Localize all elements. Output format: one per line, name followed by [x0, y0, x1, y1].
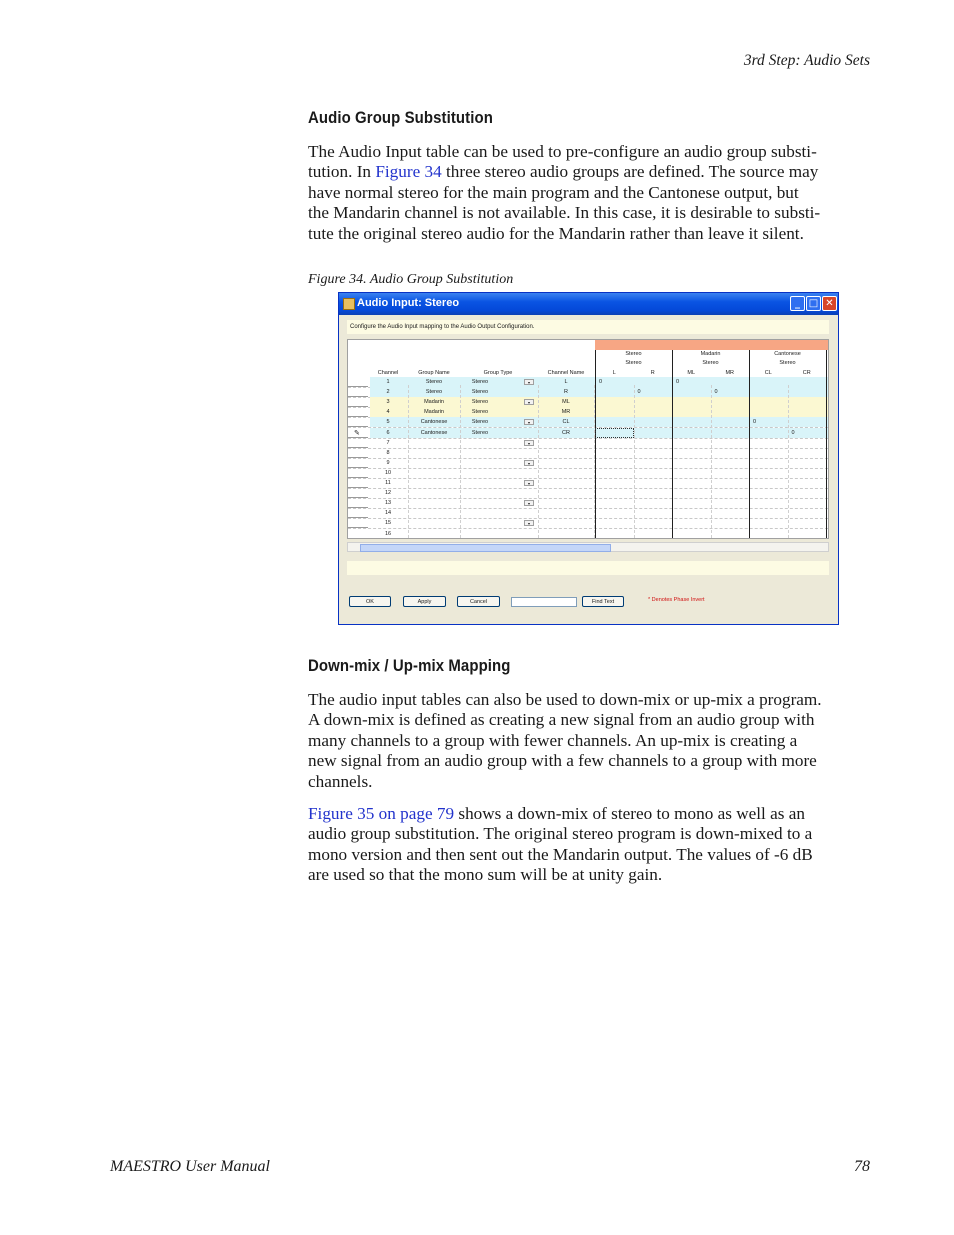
table-cell: CL: [562, 419, 570, 426]
table-cell: 16: [384, 530, 392, 537]
output-channel-header: CL: [764, 370, 772, 376]
table-row[interactable]: [370, 498, 828, 508]
table-cell: Stereo: [425, 379, 443, 385]
maximize-icon[interactable]: □: [806, 296, 821, 311]
running-header: 3rd Step: Audio Sets: [743, 52, 870, 69]
table-cell: 13: [384, 500, 392, 507]
column-divider: [460, 385, 461, 538]
text-run: The audio input tables can also be used to down-mix or up-mix a program.: [308, 690, 822, 709]
table-cell: Cantonese: [420, 419, 448, 426]
text-line: [308, 183, 870, 203]
text-run: are used so that the mono sum will be at unity gain.: [308, 865, 663, 885]
row-selector[interactable]: [348, 508, 368, 518]
text-line: [308, 224, 870, 244]
instruction-text: Configure the Audio Input mapping to the Audio Output Configuration.: [347, 320, 829, 334]
app-icon: [343, 298, 355, 310]
table-cell: 14: [384, 510, 392, 517]
table-cell: 5: [386, 419, 390, 426]
dialog-title: Audio Input: Stereo: [357, 297, 460, 309]
scroll-thumb[interactable]: [360, 544, 611, 552]
text-run: have normal stereo for the main program and the Cantonese output, but: [308, 182, 799, 202]
text-run: tution. In: [308, 162, 376, 182]
gain-value: 0: [753, 419, 757, 426]
edit-pencil-icon: ✎: [354, 428, 360, 437]
dialog-titlebar[interactable]: [339, 293, 838, 315]
cross-reference-link[interactable]: Figure 34: [375, 162, 442, 182]
text-line: [308, 865, 870, 885]
table-row[interactable]: [370, 529, 828, 539]
audio-input-dialog: [338, 292, 839, 625]
row-selector[interactable]: [348, 387, 368, 397]
close-icon[interactable]: ✕: [822, 296, 837, 311]
table-cell: 15: [384, 520, 392, 527]
table-cell: Stereo: [471, 419, 489, 426]
row-selector[interactable]: [348, 377, 368, 387]
ok-button[interactable]: OK: [349, 596, 391, 607]
channel-divider: [634, 385, 635, 538]
row-selector[interactable]: [348, 448, 368, 458]
column-header: Group Name: [418, 370, 450, 376]
text-line: [308, 804, 870, 824]
row-selector[interactable]: [348, 407, 368, 417]
table-cell: 11: [385, 480, 391, 486]
table-cell: Stereo: [471, 399, 489, 406]
section-heading-substitution: Audio Group Substitution: [308, 108, 493, 127]
group-type-dropdown[interactable]: ▾: [524, 500, 534, 506]
column-header: Group Type: [483, 370, 513, 376]
text-run: shows a down-mix of stereo to mono as well as an: [454, 804, 805, 823]
group-type-dropdown[interactable]: ▾: [524, 440, 534, 446]
table-row[interactable]: [370, 488, 828, 498]
row-selector[interactable]: [348, 488, 368, 498]
gain-value: 0: [791, 429, 795, 436]
table-cell: ML: [562, 399, 570, 406]
text-run: mono version and then sent out the Mandarin output. The values of -6 dB: [308, 844, 813, 864]
text-line: [308, 690, 870, 710]
column-divider: [538, 385, 539, 538]
table-cell: Stereo: [471, 429, 489, 436]
group-type-dropdown[interactable]: ▾: [524, 419, 534, 425]
apply-button[interactable]: Apply: [403, 596, 446, 607]
channel-divider: [711, 385, 712, 538]
output-channel-header: CR: [802, 370, 811, 376]
footer-page-number: 78: [854, 1158, 870, 1175]
table-row[interactable]: [370, 518, 828, 528]
text-run: channels.: [308, 771, 373, 791]
row-selector[interactable]: [348, 498, 368, 508]
table-row[interactable]: [370, 468, 828, 478]
text-line: [308, 142, 870, 162]
section-heading-downmix: Down-mix / Up-mix Mapping: [308, 656, 511, 675]
status-area: [347, 561, 829, 575]
table-cell: 10: [384, 469, 392, 476]
text-line: [308, 731, 870, 751]
find-text-input[interactable]: [511, 597, 577, 607]
group-type-dropdown[interactable]: ▾: [524, 460, 534, 466]
phase-invert-note: * Denotes Phase Invert: [648, 597, 705, 603]
table-cell: 2: [386, 389, 390, 396]
column-header: Channel Name: [547, 370, 585, 376]
text-run: many channels to a group with fewer channels. An up-mix is creating a: [308, 730, 798, 750]
table-cell: 4: [386, 409, 390, 416]
output-channel-header: L: [612, 370, 616, 376]
row-selector[interactable]: [348, 529, 368, 539]
output-group-name: Cantonese: [774, 351, 801, 357]
row-selector[interactable]: [348, 458, 368, 468]
table-row[interactable]: [370, 508, 828, 518]
gain-value: 0: [637, 389, 641, 396]
column-divider: [408, 385, 409, 538]
gain-value: 0: [599, 379, 603, 385]
text-run: new signal from an audio group with a few channels to a group with more: [308, 751, 817, 771]
group-divider: [595, 350, 596, 538]
find-text-button[interactable]: Find Text: [582, 596, 624, 607]
cross-reference-link[interactable]: Figure 35 on page 79: [308, 804, 455, 823]
group-divider: [672, 350, 673, 538]
horizontal-scrollbar[interactable]: [347, 542, 829, 552]
table-row[interactable]: [370, 458, 828, 468]
group-type-dropdown[interactable]: ▾: [524, 399, 534, 405]
focused-cell[interactable]: [595, 428, 634, 438]
gain-value: 0: [714, 389, 718, 396]
group-type-dropdown[interactable]: ▾: [524, 520, 534, 526]
text-run: A down-mix is defined as creating a new signal from an audio group with: [308, 710, 815, 730]
table-cell: Cantonese: [420, 429, 448, 436]
table-cell: R: [564, 389, 568, 396]
row-selector[interactable]: [348, 438, 368, 448]
row-selector[interactable]: [348, 397, 368, 407]
output-group-type: Stereo: [702, 360, 719, 366]
text-line: [308, 162, 870, 182]
output-group-type: Stereo: [779, 360, 796, 366]
table-row[interactable]: [370, 438, 828, 448]
table-cell: MR: [561, 409, 571, 416]
text-run: audio group substitution. The original stereo program is down-mixed to a: [308, 824, 813, 844]
figure-caption: Figure 34. Audio Group Substitution: [308, 272, 514, 287]
table-cell: Stereo: [471, 379, 489, 385]
output-channel-header: R: [650, 370, 655, 376]
group-divider: [749, 350, 750, 538]
table-cell: 7: [386, 439, 390, 446]
group-divider: [826, 350, 827, 538]
table-cell: CR: [562, 429, 570, 436]
text-line: [308, 203, 870, 223]
text-line: [308, 772, 870, 792]
text-run: three stereo audio groups are defined. The source may: [441, 162, 819, 182]
table-cell: Stereo: [471, 409, 489, 416]
text-line: [308, 845, 870, 865]
text-run: The Audio Input table can be used to pre-configure an audio group substi-: [308, 142, 817, 161]
row-selector[interactable]: [348, 478, 368, 488]
paragraph-substitution: [308, 142, 870, 244]
cancel-button[interactable]: Cancel: [457, 596, 500, 607]
text-line: [308, 710, 870, 730]
paragraph-downmix-1: [308, 690, 870, 792]
output-channel-header: ML: [687, 370, 696, 376]
table-cell: 1: [386, 379, 390, 385]
output-channel-header: MR: [725, 370, 735, 376]
table-cell: 9: [386, 459, 390, 466]
output-group-type: Stereo: [625, 360, 642, 366]
table-row[interactable]: [370, 478, 828, 488]
channel-divider: [788, 385, 789, 538]
row-selector[interactable]: [348, 417, 368, 427]
table-cell: Madarin: [424, 399, 444, 406]
table-cell: Madarin: [424, 409, 444, 416]
text-line: [308, 824, 870, 844]
group-type-dropdown[interactable]: ▾: [524, 480, 534, 486]
output-group-name: Madarin: [700, 351, 721, 357]
output-group-name: Stereo: [625, 351, 642, 357]
row-selector[interactable]: [348, 518, 368, 528]
minimize-icon[interactable]: _: [790, 296, 805, 311]
table-cell: 3: [386, 399, 390, 406]
text-run: tute the original stereo audio for the Mandarin rather than leave it silent.: [308, 223, 804, 243]
row-divider: [348, 539, 828, 540]
footer-manual-title: MAESTRO User Manual: [110, 1158, 270, 1175]
table-cell: L: [564, 379, 568, 385]
text-run: the Mandarin channel is not available. In this case, it is desirable to substi-: [308, 203, 821, 223]
text-line: [308, 751, 870, 771]
table-cell: 6: [386, 429, 390, 436]
table-cell: 12: [384, 490, 392, 497]
mapping-grid: [347, 339, 829, 539]
table-cell: Stereo: [425, 389, 443, 396]
group-type-dropdown[interactable]: ▾: [524, 379, 534, 385]
table-cell: 8: [386, 449, 390, 456]
table-row[interactable]: [370, 448, 828, 458]
table-cell: Stereo: [471, 389, 489, 396]
row-selector[interactable]: [348, 468, 368, 478]
gain-value: 0: [676, 379, 680, 385]
paragraph-downmix-2: [308, 804, 870, 886]
column-header: Channel: [377, 370, 399, 376]
